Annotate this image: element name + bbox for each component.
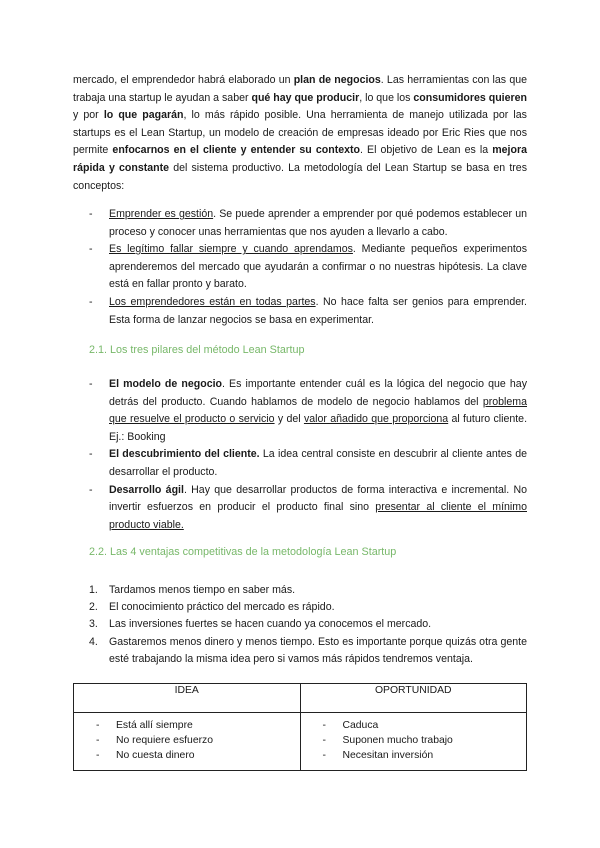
text-run: , lo que los: [359, 91, 414, 104]
list-item: [73, 599, 527, 616]
underlined-text: Los emprendedores están en todas partes: [109, 295, 316, 308]
bullet-marker: -: [89, 243, 93, 256]
concepts-list: [73, 206, 527, 329]
opportunity-cell: [300, 713, 527, 771]
text-run: . Es importante entender cuál es la lógica del negocio que hay detrás del producto. Cuando hablamos de modelo de negocio hablamos del: [109, 378, 527, 408]
list-item: - Suponen mucho trabajo: [322, 735, 453, 746]
text-run: y por: [73, 109, 104, 122]
list-item: - Está allí siempre: [96, 720, 193, 731]
table-header-idea: IDEA: [74, 684, 301, 713]
list-text: Las inversiones fuertes se hacen cuando ya conocemos el mercado.: [109, 618, 432, 631]
bullet-marker: -: [89, 378, 93, 390]
underlined-text: presentar al cliente el mínimo producto viable.: [109, 501, 527, 531]
text-run: del sistema productivo. La metodología del Lean Startup se basa en tres conceptos:: [73, 161, 527, 192]
table-header-opportunity: OPORTUNIDAD: [300, 684, 527, 713]
section-heading-2-1: 2.1. Los tres pilares del método Lean Startup: [89, 344, 305, 356]
bold-text: El modelo de negocio: [109, 378, 222, 390]
list-item: - Caduca: [322, 720, 379, 731]
list-item: [73, 482, 527, 535]
list-number: 1.: [89, 584, 98, 596]
text-run: La idea central consiste en descubrir al cliente antes de desarrollar el producto.: [109, 448, 528, 478]
bullet-marker: -: [89, 448, 93, 461]
list-item: [73, 294, 527, 329]
section-heading-2-2: 2.2. Las 4 ventajas competitivas de la metodología Lean Startup: [89, 546, 397, 558]
list-item: [73, 241, 527, 294]
bold-text: mejora rápida y constante: [73, 144, 527, 174]
idea-cell: [74, 713, 301, 771]
text-run: . Hay que desarrollar productos de forma interactiva e incremental. No invertir esfuerzos en producir el producto final sino: [109, 483, 528, 514]
text-run: y del: [274, 413, 304, 426]
bold-text: Desarrollo ágil: [109, 483, 184, 496]
underlined-text: Es legítimo fallar siempre y cuando aprendamos: [109, 243, 353, 256]
table-row: [74, 713, 527, 771]
bold-text: consumidores quieren: [413, 91, 528, 104]
text-run: . Las herramientas con las que trabaja una startup le ayudan a saber: [73, 74, 527, 104]
list-number: 3.: [89, 618, 98, 631]
list-text: El conocimiento práctico del mercado es rápido.: [109, 601, 335, 614]
table-header-row: [74, 684, 527, 713]
advantages-list: [73, 582, 527, 668]
list-number: 4.: [89, 635, 98, 648]
list-item: - No requiere esfuerzo: [96, 735, 214, 746]
list-number: 2.: [89, 601, 98, 614]
text-run: . Mediante pequeños experimentos aprenderemos del mercado que ayudarán a confirmar o no nuestras hipótesis. La clave está en fallar pronto y barato.: [109, 243, 527, 291]
text-run: . No hace falta ser genios para emprender. Esta forma de lanzar negocios se basa en experimentar.: [109, 295, 527, 326]
bold-text: El descubrimiento del cliente.: [109, 448, 260, 461]
list-item: [73, 376, 527, 446]
underlined-text: problema que resuelve el producto o servicio: [109, 395, 527, 426]
bullet-marker: -: [89, 483, 93, 496]
list-item: - No cuesta dinero: [96, 750, 195, 761]
bold-text: qué hay que producir: [251, 91, 360, 104]
intro-paragraph: [73, 72, 527, 195]
bold-text: plan de negocios: [293, 74, 381, 86]
idea-vs-opportunity-table: [73, 683, 527, 771]
underlined-text: Emprender es gestión: [109, 208, 214, 220]
text-run: al futuro cliente. Ej.: Booking: [109, 413, 528, 443]
bold-text: enfocarnos en el cliente y entender su contexto: [112, 144, 360, 157]
text-run: , lo más rápido posible. Una herramienta de manejo utilizada por las startups es el Lean Startup, un modelo de creación de empresas ideado por Eric Ries que nos permite: [73, 109, 527, 157]
list-item: [73, 616, 527, 633]
pillars-list: [73, 376, 527, 534]
bullet-marker: -: [89, 295, 93, 308]
underlined-text: valor añadido que proporciona: [303, 413, 449, 426]
list-item: - Necesitan inversión: [322, 750, 434, 761]
list-item: [73, 206, 527, 241]
text-run: . Se puede aprender a emprender por qué podemos establecer un proceso y conocer unas herramientas que nos ayuden a llevarlo a cabo.: [109, 208, 527, 238]
bold-text: lo que pagarán: [103, 109, 184, 122]
bullet-marker: -: [89, 208, 93, 220]
list-item: [73, 582, 527, 599]
list-item: [73, 634, 527, 668]
text-run: mercado, el emprendedor habrá elaborado un: [73, 74, 294, 86]
list-item: [73, 446, 527, 481]
list-text: Gastaremos menos dinero y menos tiempo. Esto es importante porque quizás otra gente esté trabajando la misma idea pero si vamos más rápidos tendremos ventaja.: [109, 635, 527, 665]
list-text: Tardamos menos tiempo en saber más.: [109, 584, 296, 596]
text-run: . El objetivo de Lean es la: [360, 144, 493, 157]
